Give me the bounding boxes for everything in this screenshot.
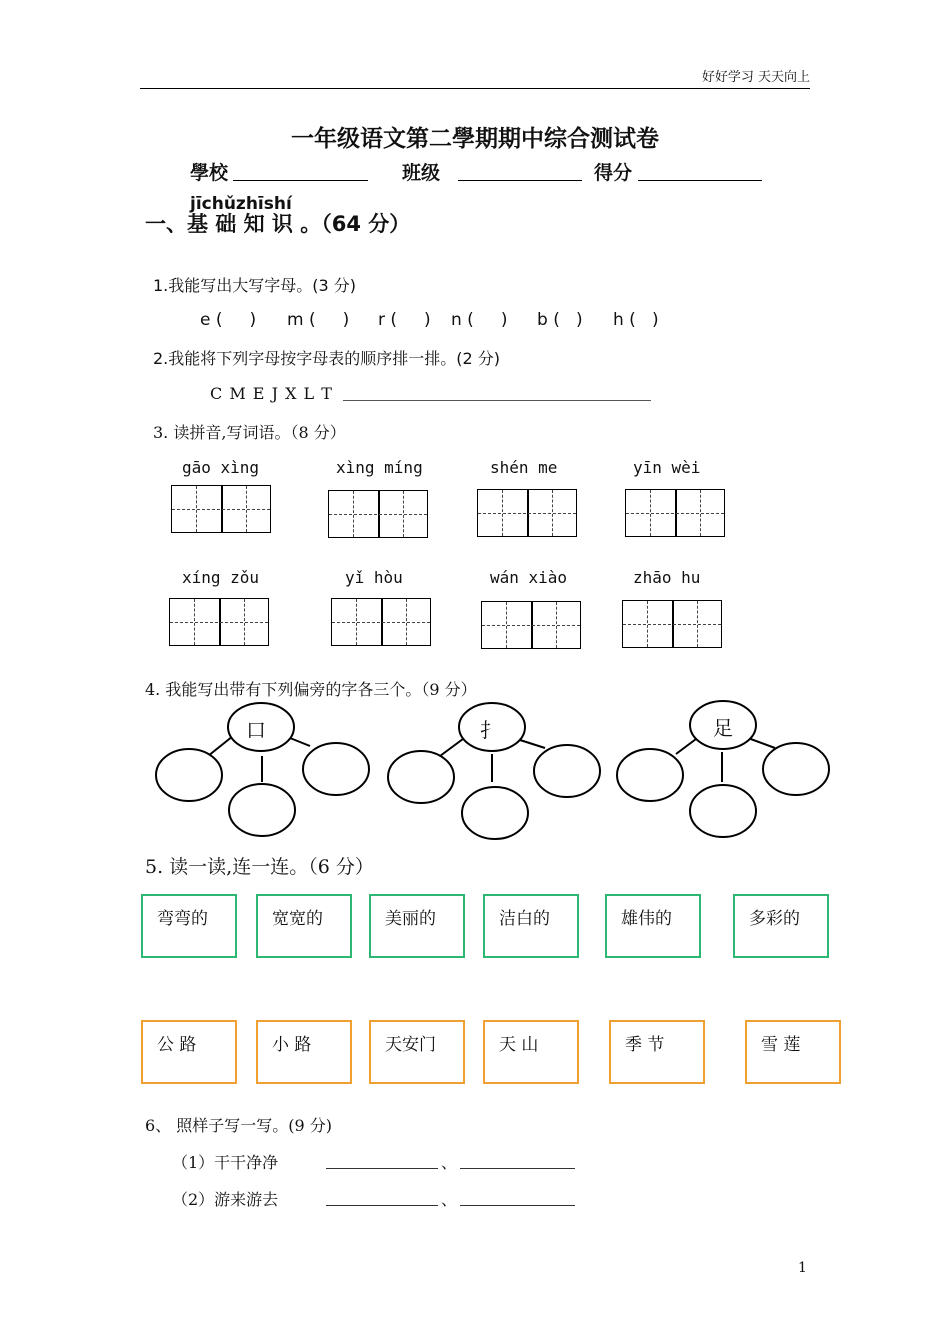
- q5-prompt: 5. 读一读,连一连。（6 分）: [145, 856, 374, 878]
- writing-grid[interactable]: [625, 489, 725, 537]
- pinyin-label: xìng míng: [336, 458, 423, 477]
- letter-item[interactable]: m ( ): [287, 310, 350, 330]
- answer-circle: [617, 749, 683, 801]
- adjective-card[interactable]: 宽宽的: [256, 894, 352, 958]
- adjective-card[interactable]: 雄伟的: [605, 894, 701, 958]
- q6-example: （1）干干净净: [172, 1153, 279, 1172]
- pinyin-label: gāo xìng: [182, 458, 260, 477]
- q4-prompt: 4. 我能写出带有下列偏旁的字各三个。（9 分）: [145, 680, 477, 699]
- pinyin-label: shén me: [490, 458, 558, 477]
- answer-circle: [462, 787, 528, 839]
- noun-card[interactable]: 公 路: [141, 1020, 237, 1084]
- writing-grid[interactable]: [328, 490, 428, 538]
- radical-label: 口: [246, 718, 266, 742]
- q2-prompt: 2.我能将下列字母按字母表的顺序排一排。(2 分): [153, 349, 501, 368]
- writing-grid[interactable]: [169, 598, 269, 646]
- answer-circle: [690, 785, 756, 837]
- answer-circle: [763, 743, 829, 795]
- class-label: 班级: [402, 162, 441, 184]
- adjective-card[interactable]: 弯弯的: [141, 894, 237, 958]
- answer-circle: [534, 745, 600, 797]
- adjective-card[interactable]: 洁白的: [483, 894, 579, 958]
- q1-prompt: 1.我能写出大写字母。(3 分): [153, 276, 357, 295]
- section-pinyin: jīchǔzhīshí: [190, 194, 292, 214]
- letter-item[interactable]: h ( ): [613, 310, 659, 330]
- radical-label: 扌: [480, 718, 500, 742]
- writing-grid[interactable]: [481, 601, 581, 649]
- writing-grid[interactable]: [171, 485, 271, 533]
- header-tagline: 好好学习 天天向上: [701, 70, 810, 85]
- letter-item[interactable]: r ( ): [378, 310, 431, 330]
- q2-answer-line[interactable]: [343, 400, 651, 401]
- q3-prompt: 3. 读拼音,写词语。（8 分）: [153, 423, 346, 442]
- radical-label: 足: [713, 716, 733, 740]
- separator: 、: [441, 1153, 458, 1172]
- writing-grid[interactable]: [477, 489, 577, 537]
- q6-prompt: 6、 照样子写一写。(9 分): [145, 1116, 333, 1135]
- pinyin-label: xíng zǒu: [182, 568, 260, 587]
- noun-card[interactable]: 天安门: [369, 1020, 465, 1084]
- answer-circle: [303, 743, 369, 795]
- writing-grid[interactable]: [331, 598, 431, 646]
- score-blank[interactable]: [638, 160, 762, 181]
- answer-line[interactable]: [460, 1168, 575, 1169]
- class-blank[interactable]: [458, 160, 582, 181]
- answer-circle: [156, 749, 222, 801]
- section-title: 一、基 础 知 识 。（64 分）: [145, 212, 411, 236]
- letter-item[interactable]: e ( ): [200, 310, 257, 330]
- q6-example: （2）游来游去: [172, 1190, 279, 1209]
- answer-circle: [229, 784, 295, 836]
- writing-grid[interactable]: [622, 600, 722, 648]
- noun-card[interactable]: 季 节: [609, 1020, 705, 1084]
- separator: 、: [441, 1190, 458, 1209]
- pinyin-label: zhāo hu: [633, 568, 701, 587]
- letter-item[interactable]: n ( ): [451, 310, 508, 330]
- pinyin-label: yǐ hòu: [345, 568, 403, 587]
- answer-line[interactable]: [326, 1205, 438, 1206]
- score-label: 得分: [594, 162, 633, 184]
- school-label: 學校: [190, 162, 229, 184]
- noun-card[interactable]: 雪 莲: [745, 1020, 841, 1084]
- answer-line[interactable]: [326, 1168, 438, 1169]
- letter-item[interactable]: b ( ): [537, 310, 583, 330]
- adjective-card[interactable]: 多彩的: [733, 894, 829, 958]
- pinyin-label: wán xiào: [490, 568, 568, 587]
- pinyin-label: yīn wèi: [633, 458, 701, 477]
- header-divider: [140, 88, 810, 89]
- noun-card[interactable]: 天 山: [483, 1020, 579, 1084]
- school-blank[interactable]: [233, 160, 368, 181]
- answer-line[interactable]: [460, 1205, 575, 1206]
- noun-card[interactable]: 小 路: [256, 1020, 352, 1084]
- page-number: 1: [798, 1260, 807, 1276]
- answer-circle: [388, 751, 454, 803]
- adjective-card[interactable]: 美丽的: [369, 894, 465, 958]
- page-title: 一年级语文第二學期期中综合测试卷: [291, 126, 659, 152]
- radical-diagram: [0, 690, 950, 850]
- q2-letters: C M E J X L T: [210, 384, 333, 403]
